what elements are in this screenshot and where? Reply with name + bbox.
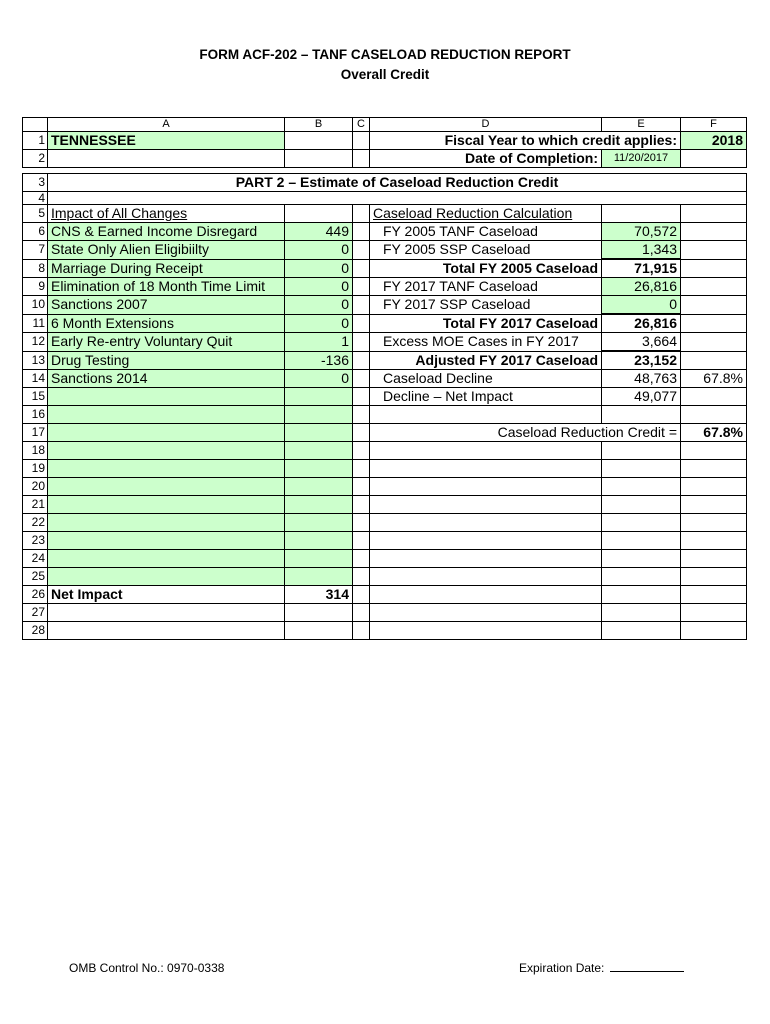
net-impact-label: Net Impact bbox=[48, 586, 285, 604]
row-number: 3 bbox=[23, 174, 48, 192]
calc-label: Excess MOE Cases in FY 2017 bbox=[370, 333, 602, 352]
row-number: 6 bbox=[23, 223, 48, 241]
row-18: 18 bbox=[23, 442, 747, 460]
spreadsheet bbox=[22, 117, 747, 640]
row-8 bbox=[23, 259, 747, 278]
row-number: 17 bbox=[23, 424, 48, 442]
impact-value[interactable]: 0 bbox=[285, 278, 353, 296]
row-number: 2 bbox=[23, 150, 48, 168]
expiration-blank bbox=[610, 962, 684, 972]
row-26 bbox=[23, 586, 747, 604]
impact-label[interactable]: Early Re-entry Voluntary Quit bbox=[48, 333, 285, 352]
row-15 bbox=[23, 388, 747, 406]
completion-date-label: Date of Completion: bbox=[370, 150, 602, 168]
expiration-label: Expiration Date: bbox=[519, 961, 605, 975]
row-16 bbox=[23, 406, 747, 424]
row-13 bbox=[23, 351, 747, 370]
fiscal-year-label: Fiscal Year to which credit applies: bbox=[370, 132, 681, 150]
impact-value[interactable]: 449 bbox=[285, 223, 353, 241]
part-title: PART 2 – Estimate of Caseload Reduction Credit bbox=[48, 174, 747, 192]
row-number: 4 bbox=[23, 192, 48, 205]
calc-value[interactable]: 1,343 bbox=[602, 241, 681, 260]
row-7 bbox=[23, 241, 747, 260]
impact-label[interactable]: CNS & Earned Income Disregard bbox=[48, 223, 285, 241]
form-title: FORM ACF-202 – TANF CASELOAD REDUCTION REPORT bbox=[199, 47, 571, 62]
calc-label: FY 2005 TANF Caseload bbox=[370, 223, 602, 241]
impact-label[interactable]: Sanctions 2014 bbox=[48, 370, 285, 388]
column-header-f: F bbox=[681, 118, 747, 132]
row-23: 23 bbox=[23, 532, 747, 550]
calc-label: FY 2017 TANF Caseload bbox=[370, 278, 602, 296]
column-header-d: D bbox=[370, 118, 602, 132]
form-subtitle: Overall Credit bbox=[340, 67, 430, 82]
state-cell[interactable]: TENNESSEE bbox=[48, 132, 285, 150]
row-25: 25 bbox=[23, 568, 747, 586]
omb-control-number: OMB Control No.: 0970-0338 bbox=[69, 961, 225, 975]
calc-label: FY 2017 SSP Caseload bbox=[370, 296, 602, 315]
impact-value[interactable]: -136 bbox=[285, 351, 353, 370]
column-header-row bbox=[23, 118, 747, 132]
column-header-c: C bbox=[353, 118, 370, 132]
decline-percent: 67.8% bbox=[681, 370, 747, 388]
row-number: 16 bbox=[23, 406, 48, 424]
row-24: 24 bbox=[23, 550, 747, 568]
impact-value[interactable]: 0 bbox=[285, 314, 353, 333]
row-2 bbox=[23, 150, 747, 168]
impact-label[interactable]: Marriage During Receipt bbox=[48, 259, 285, 278]
row-12 bbox=[23, 333, 747, 352]
calc-value[interactable]: 26,816 bbox=[602, 278, 681, 296]
row-11 bbox=[23, 314, 747, 333]
calc-header: Caseload Reduction Calculation bbox=[370, 205, 602, 223]
calc-label: Total FY 2005 Caseload bbox=[370, 259, 602, 278]
row-number: 15 bbox=[23, 388, 48, 406]
row-9 bbox=[23, 278, 747, 296]
row-14 bbox=[23, 370, 747, 388]
calc-value: 48,763 bbox=[602, 370, 681, 388]
net-impact-value: 314 bbox=[285, 586, 353, 604]
row-6 bbox=[23, 223, 747, 241]
impact-label[interactable]: Elimination of 18 Month Time Limit bbox=[48, 278, 285, 296]
impact-label[interactable]: 6 Month Extensions bbox=[48, 314, 285, 333]
column-header-b: B bbox=[285, 118, 353, 132]
row-number: 7 bbox=[23, 241, 48, 260]
calc-value: 23,152 bbox=[602, 351, 681, 370]
impact-value[interactable]: 0 bbox=[285, 296, 353, 315]
calc-label: Caseload Decline bbox=[370, 370, 602, 388]
calc-label: Total FY 2017 Caseload bbox=[370, 314, 602, 333]
calc-value: 71,915 bbox=[602, 259, 681, 278]
calc-value[interactable]: 70,572 bbox=[602, 223, 681, 241]
row-19: 19 bbox=[23, 460, 747, 478]
calc-value: 26,816 bbox=[602, 314, 681, 333]
impact-value[interactable] bbox=[285, 388, 353, 406]
calc-value: 3,664 bbox=[602, 333, 681, 352]
calc-label: Adjusted FY 2017 Caseload bbox=[370, 351, 602, 370]
row-number: 9 bbox=[23, 278, 48, 296]
impact-value[interactable]: 0 bbox=[285, 370, 353, 388]
calc-label: Decline – Net Impact bbox=[370, 388, 602, 406]
impact-label[interactable]: State Only Alien Eligibiilty bbox=[48, 241, 285, 260]
row-number: 26 bbox=[23, 586, 48, 604]
row-number: 5 bbox=[23, 205, 48, 223]
row-number: 14 bbox=[23, 370, 48, 388]
column-header-a: A bbox=[48, 118, 285, 132]
expiration-date bbox=[519, 961, 684, 975]
row-10 bbox=[23, 296, 747, 315]
row-3 bbox=[23, 174, 747, 192]
impact-value[interactable]: 1 bbox=[285, 333, 353, 352]
row-22: 22 bbox=[23, 514, 747, 532]
fiscal-year-cell[interactable]: 2018 bbox=[681, 132, 747, 150]
impacts-header: Impact of All Changes bbox=[48, 205, 285, 223]
impact-label[interactable]: Sanctions 2007 bbox=[48, 296, 285, 315]
row-number: 10 bbox=[23, 296, 48, 315]
row-number: 12 bbox=[23, 333, 48, 352]
completion-date-cell[interactable]: 11/20/2017 bbox=[602, 150, 681, 168]
impact-label[interactable]: Drug Testing bbox=[48, 351, 285, 370]
row-28: 28 bbox=[23, 622, 747, 640]
row-27: 27 bbox=[23, 604, 747, 622]
row-17 bbox=[23, 424, 747, 442]
calc-value: 49,077 bbox=[602, 388, 681, 406]
calc-label: FY 2005 SSP Caseload bbox=[370, 241, 602, 260]
credit-label: Caseload Reduction Credit = bbox=[370, 424, 681, 442]
column-header-e: E bbox=[602, 118, 681, 132]
impact-value[interactable]: 0 bbox=[285, 241, 353, 260]
impact-value[interactable]: 0 bbox=[285, 259, 353, 278]
row-5 bbox=[23, 205, 747, 223]
corner-cell bbox=[23, 118, 48, 132]
calc-value[interactable]: 0 bbox=[602, 296, 681, 315]
row-number: 8 bbox=[23, 259, 48, 278]
row-4 bbox=[23, 192, 747, 205]
row-number: 13 bbox=[23, 351, 48, 370]
row-20: 20 bbox=[23, 478, 747, 496]
row-number: 1 bbox=[23, 132, 48, 150]
row-1 bbox=[23, 132, 747, 150]
row-21: 21 bbox=[23, 496, 747, 514]
row-number: 11 bbox=[23, 314, 48, 333]
impact-label[interactable] bbox=[48, 388, 285, 406]
credit-value: 67.8% bbox=[681, 424, 747, 442]
